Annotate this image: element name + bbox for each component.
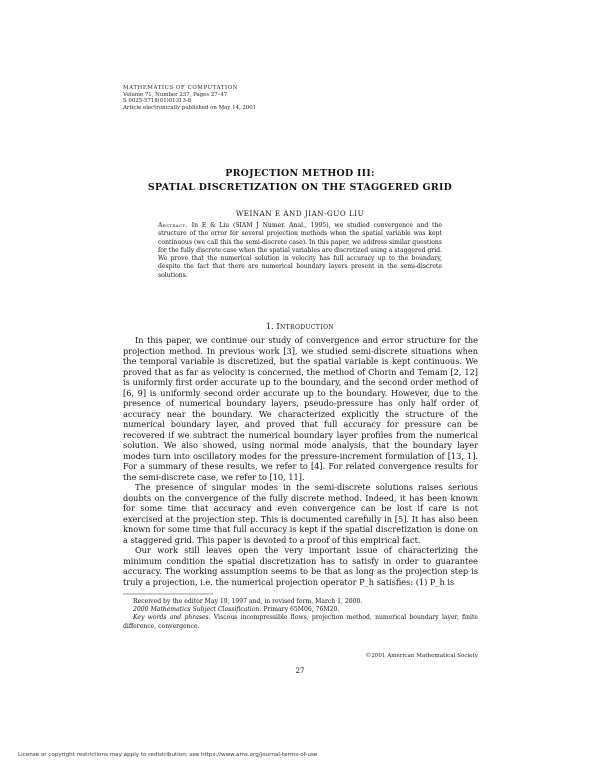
msc-note: [123, 606, 478, 614]
section-number: 1.: [265, 321, 274, 331]
issn-line: S 0025-5718(01)01313-8: [123, 98, 192, 105]
title-line-2: SPATIAL DISCRETIZATION ON THE STAGGERED GRID: [147, 182, 453, 193]
abstract: [158, 222, 442, 280]
journal-header: [123, 85, 256, 112]
msc-value: Primary 65M06, 76M20.: [263, 606, 340, 614]
abstract-text: In E & Liu (SIAM J Numer. Anal., 1995), we studied convergence and the structure of the error for several projection methods when the spatial variable was kept continuous (we call this the semi-discrete case). In this paper, we address similar questions for the fully discrete case when the spatial variables are discretized using a staggered grid. We prove that the numerical solution in velocity has full accuracy up to the boundary, despite the fact that there are numerical boundary layers present in the semi-discrete solutions.: [158, 222, 443, 279]
paragraph: In this paper, we continue our study of convergence and error structure for the projection method. In previous work [3], we studied semi-discrete situations when the temporal variable is discretized, but the spatial variable is kept continuous. We proved that as far as velocity is concerned, the method of Chorin and Temam [2, 12] is uniformly first order accurate up to the boundary, and the second order method of [6, 9] is uniformly second order accurate up to the boundary. However, due to the presence of numerical boundary layers, pseudo-pressure has only half order of accuracy near the boundary. We characterized explicitly the structure of the numerical boundary layer, and proved that full accuracy for pressure can be recovered if we subtract the numerical boundary layer profiles from the numerical solution. We also showed, using normal mode analysis, that the boundary layer modes turn into oscillatory modes for the pressure-increment formulation of [13, 1]. For a summary of these results, we refer to [4]. For related convergence results for the semi-discrete case, we refer to [10, 11].: [123, 335, 478, 482]
section-title: Introduction: [276, 321, 335, 331]
section-heading: [0, 321, 600, 331]
volume-line: Volume 71, Number 237, Pages 27–47: [123, 91, 228, 98]
keywords-note: [123, 614, 478, 630]
license-notice[interactable]: License or copyright restrictions may apply to redistribution; see https://www.ams.org/journal-terms-of-use: [18, 752, 318, 758]
title-line-1: PROJECTION METHOD III:: [225, 168, 375, 179]
body-text: [123, 335, 478, 587]
keywords-label: Key words and phrases.: [133, 614, 211, 622]
paragraph: The presence of singular modes in the semi-discrete solutions raises serious doubts on the convergence of the fully discrete method. Indeed, it has been known for some time that accuracy and even convergence can be lost if care is not exercised at the projection step. This is documented carefully in [5]. It has also been known for some time that full accuracy is kept if the spatial discretization is done on a staggered grid. This paper is devoted to a proof of this empirical fact.: [123, 482, 478, 545]
footnotes: [123, 598, 478, 631]
msc-label: 2000 Mathematics Subject Classification.: [133, 606, 262, 614]
received-note: Received by the editor May 19, 1997 and, in revised form, March 1, 2000.: [133, 598, 363, 605]
page-number: 27: [295, 667, 305, 675]
footnote-rule: [123, 593, 213, 595]
published-line: Article electronically published on May 14, 2001: [123, 105, 257, 112]
keywords-value: Viscous incompressible flows, projection method, numerical boundary layer, finite difference, convergence.: [123, 614, 478, 630]
paragraph: Our work still leaves open the very important issue of characterizing the minimum condition the spatial discretization has to satisfy in order to guarantee accuracy. The working assumption seems to be that as long as the projection step is truly a projection, i.e. the numerical projection operator P_h satisfies: (1) P_h is: [123, 545, 478, 587]
journal-name: MATHEMATICS OF COMPUTATION: [123, 85, 239, 91]
abstract-label: Abstract.: [158, 222, 188, 229]
paper-title: [0, 167, 600, 195]
copyright: ©2001 American Mathematical Society: [365, 653, 478, 659]
authors: WEINAN E AND JIAN-GUO LIU: [235, 209, 365, 218]
